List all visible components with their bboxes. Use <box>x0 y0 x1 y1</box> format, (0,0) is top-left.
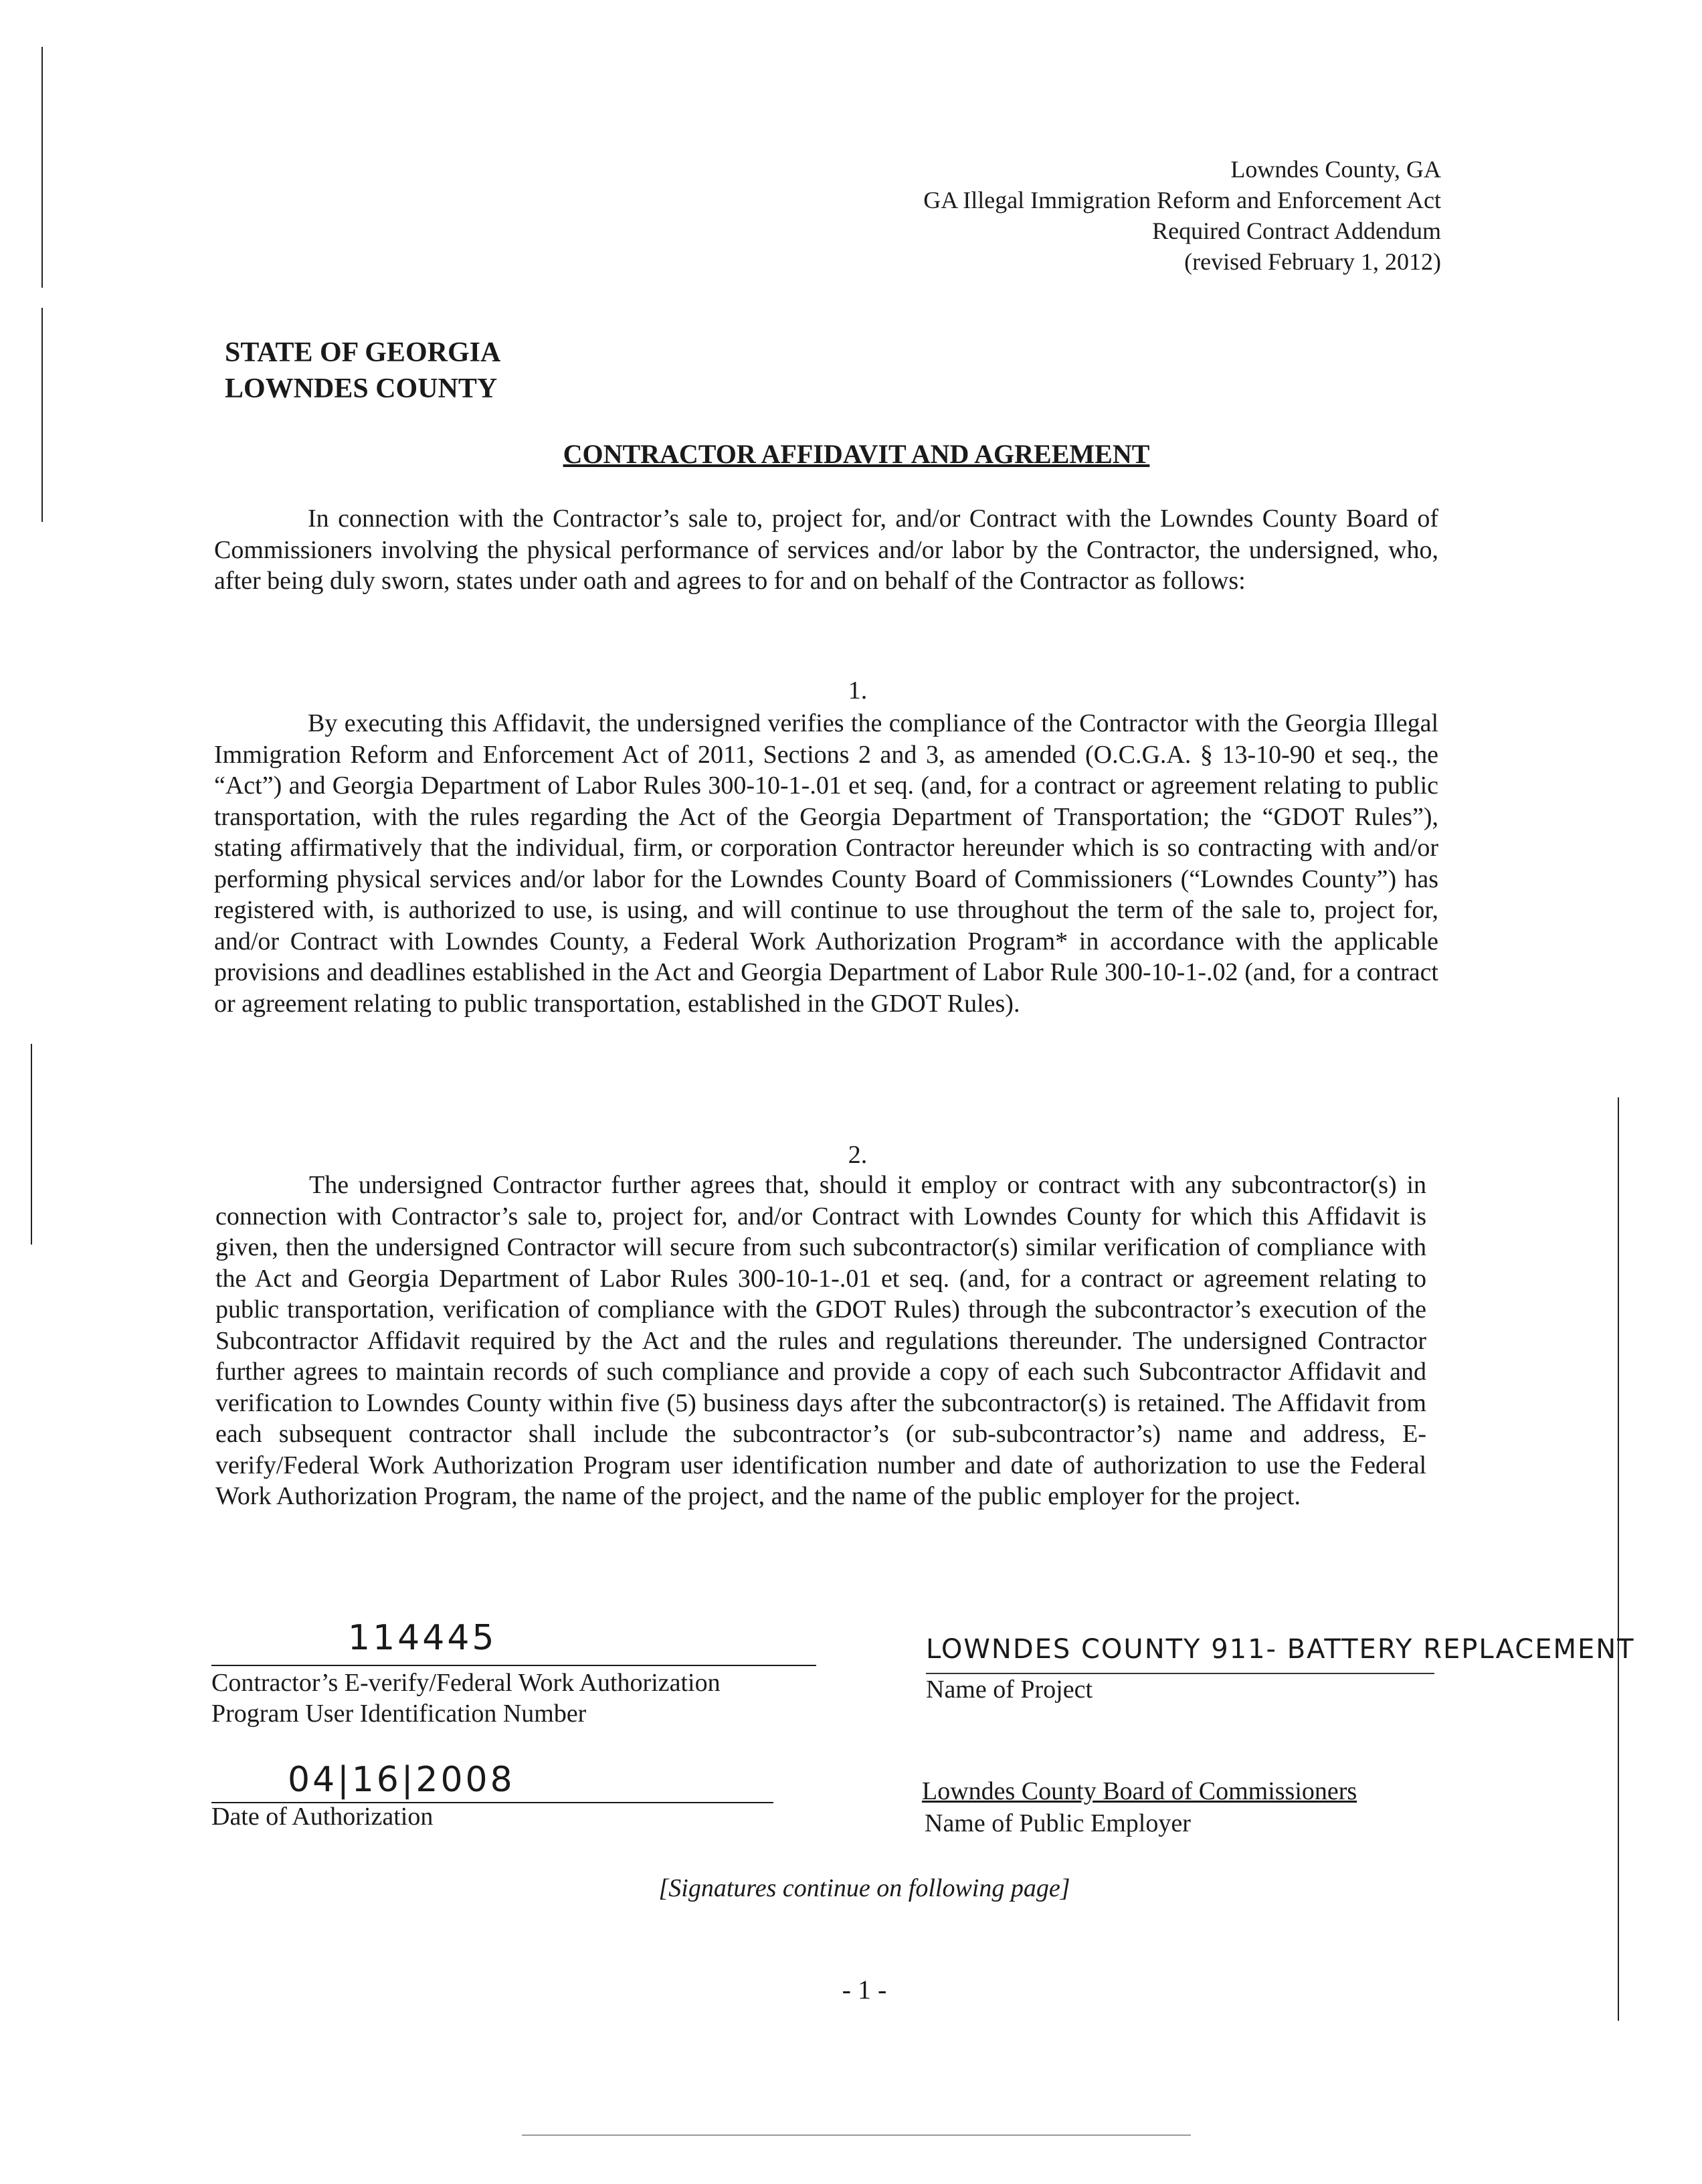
date-label: Date of Authorization <box>211 1803 434 1831</box>
project-label: Name of Project <box>926 1675 1093 1704</box>
employer-label: Name of Public Employer <box>925 1809 1191 1837</box>
project-handwritten-value: LOWNDES COUNTY 911- BATTERY REPLACEMENT <box>926 1634 1635 1665</box>
user-id-label: Contractor’s E-verify/Federal Work Authorization Program User Identification Number <box>211 1669 721 1728</box>
section-number: 1. <box>848 676 868 705</box>
header-addendum: Required Contract Addendum <box>1152 217 1441 244</box>
section-paragraph: By executing this Affidavit, the undersigned verifies the compliance of the Contractor with the Georgia Illegal Immigration Reform and Enforcement Act of 2011, Sections 2 and 3, as amended (O.C.G.A. § 13-10-90 et seq., the “Act”) and Georgia Department of Labor Rules 300-10-1-.01 et seq. (and, for a contract or agreement relating to public transportation, with the rules regarding the Act of the Georgia Department of Transportation; the “GDOT Rules”), stating affirmatively that the individual, firm, or corporation Contractor hereunder which is so contracting with and/or performing physical services and/or labor for the Lowndes County Board of Commissioners (“Lowndes County”) has registered with, is authorized to use, is using, and will continue to use throughout the term of the sale to, project for, and/or Contract with Lowndes County, a Federal Work Authorization Program* in accordance with the applicable provisions and deadlines established in the Act and Georgia Department of Labor Rule 300-10-1-.02 (and, for a contract or agreement relating to public transportation, established in the GDOT Rules). <box>214 709 1438 1018</box>
scan-edge-line-left-top <box>41 47 43 288</box>
section-paragraph: The undersigned Contractor further agrees that, should it employ or contract with any subcontractor(s) in connection with Contractor’s sale to, project for, and/or Contract with Lowndes County for which this Affidavit is given, then the undersigned Contractor will secure from such subcontractor(s) similar verification of compliance with the Act and Georgia Department of Labor Rules 300-10-1-.01 et seq. (and, for a contract or agreement relating to public transportation, verification of compliance with the GDOT Rules) through the subcontractor’s execution of the Subcontractor Affidavit required by the Act and the rules and regulations thereunder. The undersigned Contractor further agrees to maintain records of such compliance and provide a copy of each such Subcontractor Affidavit and verification to Lowndes County within five (5) business days after the subcontractor(s) is retained. The Affidavit from each subsequent contractor shall include the subcontractor’s (or sub-subcontractor’s) name and address, E-verify/Federal Work Authorization Program user identification number and date of authorization to use the Federal Work Authorization Program, the name of the project, and the name of the public employer for the project. <box>215 1171 1426 1510</box>
jurisdiction-county: LOWNDES COUNTY <box>225 373 498 404</box>
header-county: Lowndes County, GA <box>1230 156 1441 183</box>
intro-paragraph: In connection with the Contractor’s sale to, project for, and/or Contract with the Lowndes County Board of Commissioners involving the physical performance of services and/or labor by the Contractor, the undersigned, who, after being duly sworn, states under oath and agrees to for and on behalf of the Contractor as follows: <box>214 505 1438 595</box>
date-handwritten-value: 04|16|2008 <box>288 1760 515 1800</box>
section-number: 2. <box>848 1141 868 1169</box>
scan-edge-line-bottom <box>522 2134 1191 2136</box>
employer-value: Lowndes County Board of Commissioners <box>922 1777 1357 1805</box>
jurisdiction-block <box>225 335 500 407</box>
header-revision: (revised February 1, 2012) <box>1184 248 1441 275</box>
continuation-note: [Signatures continue on following page] <box>658 1874 1070 1902</box>
user-id-signature-line <box>211 1665 816 1666</box>
document-header <box>705 154 1441 277</box>
user-id-handwritten-value: 114445 <box>348 1618 497 1658</box>
page-number: - 1 - <box>842 1975 887 2005</box>
scan-edge-line-left-mid <box>41 308 43 522</box>
jurisdiction-state: STATE OF GEORGIA <box>225 337 501 368</box>
document-title: CONTRACTOR AFFIDAVIT AND AGREEMENT <box>563 439 1150 469</box>
header-act: GA Illegal Immigration Reform and Enforcement Act <box>923 187 1441 213</box>
